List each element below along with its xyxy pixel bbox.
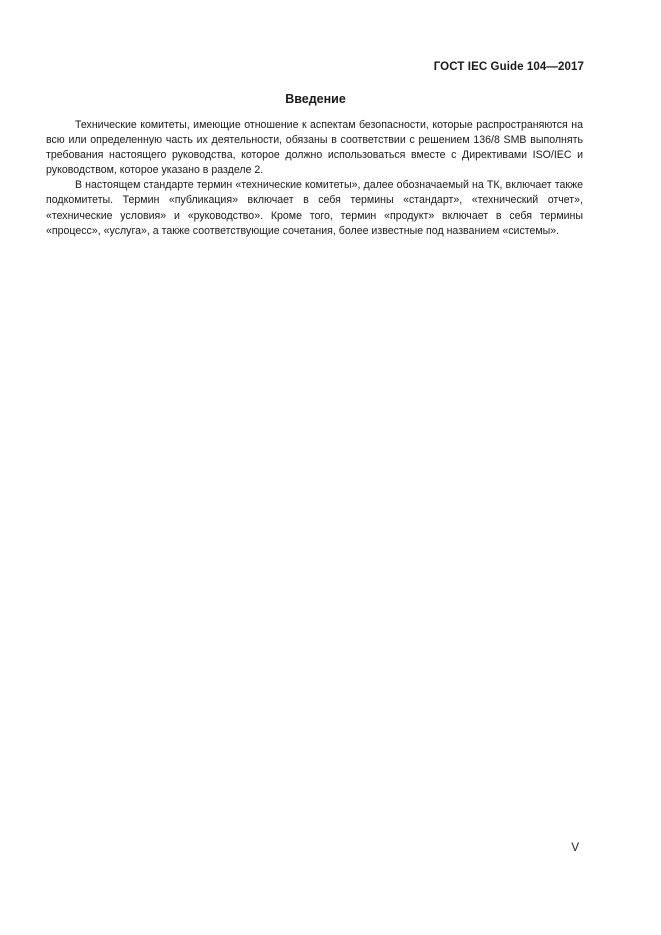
paragraph: Технические комитеты, имеющие отношение к аспектам безопасности, которые распространяются на всю или определенную часть их деятельности, обязаны в соответствии с решением 136/8 SMB выполнять требования настоящего руководства, которое должно использоваться вместе с Директивами ISO/IEC и руководством, которое указано в разделе 2.	[46, 119, 583, 177]
page-number: V	[571, 842, 579, 854]
section-body	[46, 118, 583, 239]
document-code: ГОСТ IEC Guide 104—2017	[433, 61, 584, 73]
paragraph: В настоящем стандарте термин «технические комитеты», далее обозначаемый на ТК, включает также подкомитеты. Термин «публикация» включает в себя термины «стандарт», «технический отчет», «технические условия» и «руководство». Кроме того, термин «продукт» включает в себя термины «процесс», «услуга», а также соответствующие сочетания, более известные под названием «системы».	[46, 179, 583, 237]
section-title: Введение	[285, 92, 346, 106]
